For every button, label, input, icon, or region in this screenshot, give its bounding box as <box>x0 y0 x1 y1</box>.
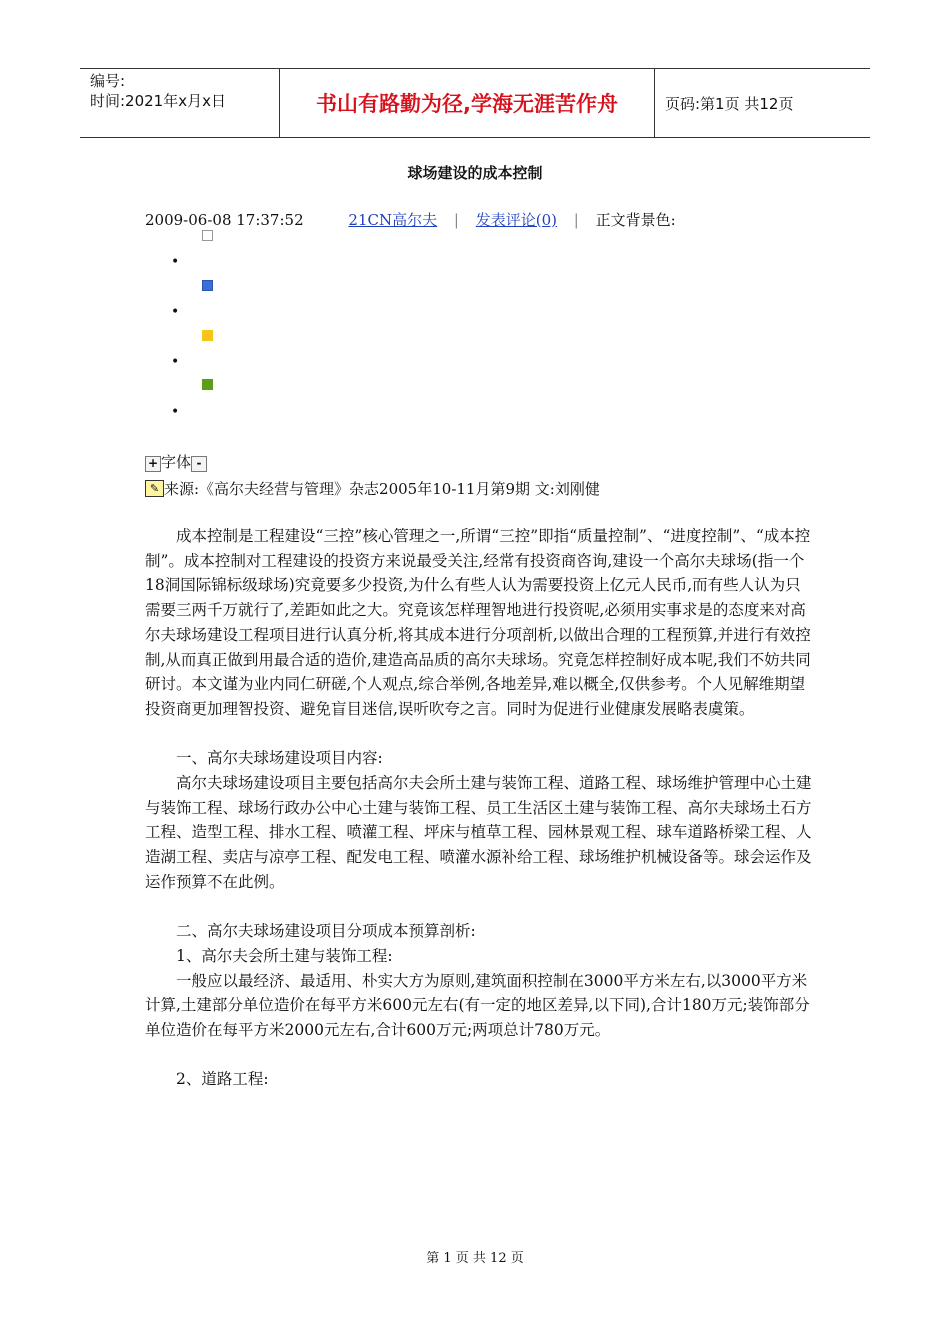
bg-color-label: 正文背景色: <box>595 211 676 229</box>
bg-swatch-blue[interactable] <box>202 280 213 291</box>
article-body <box>145 524 812 1092</box>
divider: | <box>453 211 459 229</box>
header-page-info: 页码:第1页 共12页 <box>665 94 794 113</box>
list-bullet: • <box>171 354 180 370</box>
divider: | <box>573 211 579 229</box>
time-label: 时间:2021年x月x日 <box>90 92 226 110</box>
page-footer: 第 1 页 共 12 页 <box>426 1251 524 1266</box>
font-label: 字体 <box>161 453 192 471</box>
source-text: 来源:《高尔夫经营与管理》杂志2005年10-11月第9期 文:刘刚健 <box>164 480 600 498</box>
list-bullet: • <box>171 404 180 420</box>
bg-swatch-yellow[interactable] <box>202 330 213 341</box>
bg-swatch-white[interactable] <box>202 230 213 241</box>
list-bullet: • <box>171 304 180 320</box>
font-decrease-button[interactable]: - <box>191 456 207 472</box>
font-increase-button[interactable]: + <box>145 456 161 472</box>
bg-swatch-green[interactable] <box>202 379 213 390</box>
number-label: 编号: <box>90 72 126 90</box>
comment-link[interactable]: 发表评论(0) <box>475 211 557 229</box>
section-heading: 二、高尔夫球场建设项目分项成本预算剖析: <box>176 922 476 941</box>
article-source <box>145 478 600 499</box>
page-header <box>80 68 870 138</box>
header-meta <box>80 69 280 137</box>
article-meta <box>145 209 676 230</box>
article-title: 球场建设的成本控制 <box>407 164 543 182</box>
subsection-heading: 1、高尔夫会所土建与装饰工程: <box>176 946 393 965</box>
paragraph: 高尔夫球场建设项目主要包括高尔夫会所土建与装饰工程、道路工程、球场维护管理中心土建与装饰工程、球场行政办公中心土建与装饰工程、员工生活区土建与装饰工程、高尔夫球场土石方工程、造型工程、排水工程、喷灌工程、坪床与植草工程、园林景观工程、球车道路桥梁工程、人造湖工程、卖店与凉亭工程、配发电工程、喷灌水源补给工程、球场维护机械设备等。球会运作及运作预算不在此例。 <box>145 774 812 891</box>
header-motto: 书山有路勤为径,学海无涯苦作舟 <box>280 69 655 137</box>
author-link[interactable]: 21CN高尔夫 <box>348 211 438 229</box>
article-datetime: 2009-06-08 17:37:52 <box>145 211 304 229</box>
paragraph: 一般应以最经济、最适用、朴实大方为原则,建筑面积控制在3000平方米左右,以3000平方米计算,土建部分单位造价在每平方米600元左右(有一定的地区差异,以下同),合计180万元;装饰部分单位造价在每平方米2000元左右,合计600万元;两项总计780万元。 <box>145 971 810 1040</box>
pencil-icon: ✎ <box>145 480 164 497</box>
list-bullet: • <box>171 254 180 270</box>
paragraph: 成本控制是工程建设“三控”核心管理之一,所谓“三控”即指“质量控制”、“进度控制”、“成本控制”。成本控制对工程建设的投资方来说最受关注,经常有投资商咨询,建设一个高尔夫球场(指一个18洞国际锦标级球场)究竟要多少投资,为什么有些人认为需要投资上亿元人民币,而有些人认为只需要三两千万就行了,差距如此之大。究竟该怎样理智地进行投资呢,必须用实事求是的态度来对高尔夫球场建设工程项目进行认真分析,将其成本进行分项剖析,以做出合理的工程预算,并进行有效控制,从而真正做到用最合适的造价,建造高品质的高尔夫球场。究竟怎样控制好成本呢,我们不妨共同研讨。本文谨为业内同仁研磋,个人观点,综合举例,各地差异,难以概全,仅供参考。个人见解维期望投资商更加理智投资、避免盲目迷信,误听吹夸之言。同时为促进行业健康发展略表虞策。 <box>145 527 811 718</box>
subsection-heading: 2、道路工程: <box>176 1070 269 1089</box>
section-heading: 一、高尔夫球场建设项目内容: <box>176 749 383 768</box>
font-size-control <box>145 452 207 472</box>
